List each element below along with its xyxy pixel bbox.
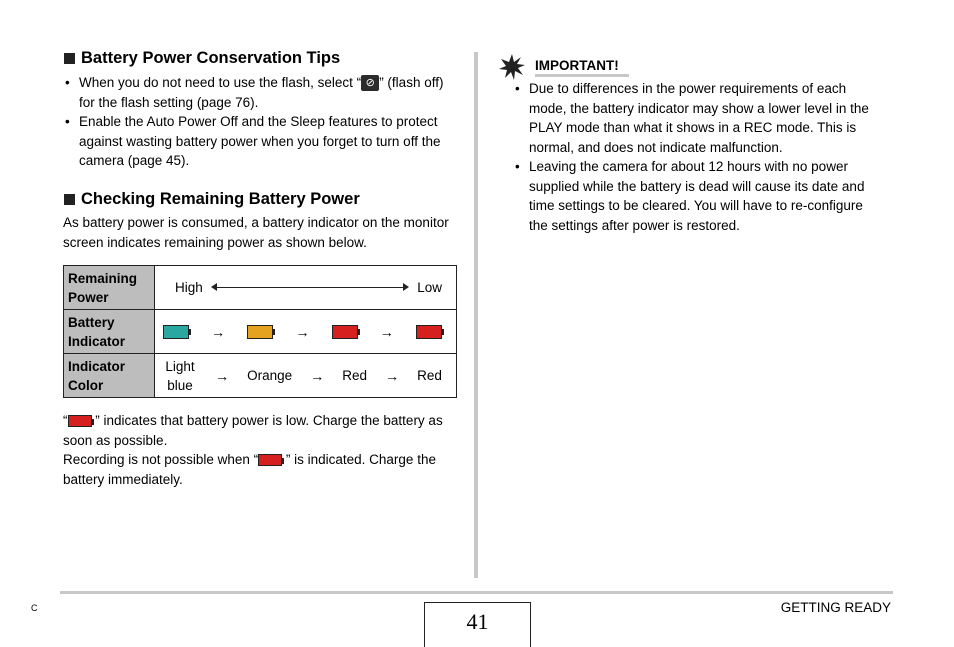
column-divider bbox=[474, 52, 478, 578]
note-text: ” indicates that battery power is low. Charge the battery as soon as possible. bbox=[63, 413, 443, 448]
tips-list bbox=[63, 73, 457, 171]
tip-text-pre: When you do not need to use the flash, select “ bbox=[79, 75, 362, 90]
tips-heading bbox=[64, 49, 340, 68]
indicator-color-row bbox=[155, 354, 457, 398]
starburst-icon bbox=[499, 54, 525, 80]
arrow-icon: → bbox=[295, 323, 310, 340]
battery-indicator-header: Battery Indicator bbox=[64, 310, 155, 354]
battery-one-third-icon bbox=[332, 325, 358, 339]
battery-table bbox=[63, 265, 457, 398]
checking-paragraph: As battery power is consumed, a battery indicator on the monitor screen indicates remaining power as shown below. bbox=[63, 215, 449, 250]
flash-off-icon: ⊘ bbox=[361, 75, 379, 91]
tip-item: • Enable the Auto Power Off and the Sleep features to protect against wasting battery power when you forget to turn off the camera (page 45). bbox=[63, 112, 457, 171]
arrow-icon: → bbox=[385, 367, 400, 384]
tip-text-post: ” (flash off) for the flash setting (page 76). bbox=[79, 75, 444, 110]
important-header bbox=[499, 54, 629, 80]
tip-item bbox=[63, 73, 457, 112]
low-label: Low bbox=[417, 280, 442, 295]
indicator-color-header: Indicator Color bbox=[64, 354, 155, 398]
heading-square-icon bbox=[64, 194, 75, 205]
note-text-post: ” is indicated. Charge the battery immediately. bbox=[63, 452, 436, 487]
battery-indicator-row bbox=[155, 310, 457, 354]
battery-two-thirds-icon bbox=[247, 325, 273, 339]
low-battery-note bbox=[63, 411, 457, 450]
range-arrow bbox=[213, 287, 407, 288]
high-label: High bbox=[175, 280, 203, 295]
color-light-blue: Light blue bbox=[165, 358, 195, 393]
section-title: GETTING READY bbox=[780, 600, 891, 615]
important-item: • Leaving the camera for about 12 hours with no power supplied while the battery is dead will cause its date and time settings to be cleared. You will have to re-configure the settings after power is restored. bbox=[513, 157, 883, 235]
arrow-icon: → bbox=[211, 323, 226, 340]
checking-heading bbox=[64, 190, 360, 209]
checking-heading-text: Checking Remaining Battery Power bbox=[81, 190, 360, 208]
note-quote-open: “ bbox=[63, 413, 68, 428]
tips-heading-text: Battery Power Conservation Tips bbox=[81, 49, 341, 67]
battery-low-icon bbox=[68, 415, 92, 427]
battery-empty-icon bbox=[416, 325, 442, 339]
footer-rule bbox=[60, 591, 893, 594]
footer-letter: C bbox=[31, 603, 38, 613]
heading-square-icon bbox=[64, 53, 75, 64]
remaining-power-header: Remaining Power bbox=[64, 266, 155, 310]
battery-empty-icon bbox=[258, 454, 282, 466]
arrow-icon: → bbox=[215, 367, 230, 384]
battery-full-icon bbox=[163, 325, 189, 339]
arrow-icon: → bbox=[379, 323, 394, 340]
remaining-power-row bbox=[155, 266, 457, 310]
page-number: 41 bbox=[424, 602, 531, 647]
color-red: Red bbox=[342, 368, 368, 383]
important-list bbox=[513, 79, 883, 235]
color-orange: Orange bbox=[247, 368, 293, 383]
note-text-pre: Recording is not possible when “ bbox=[63, 452, 259, 467]
important-item: • Due to differences in the power requirements of each mode, the battery indicator may show a lower level in the PLAY mode than what it shows in a REC mode. This is normal, and does not indicate malfunction. bbox=[513, 79, 883, 157]
empty-battery-note bbox=[63, 450, 457, 489]
arrow-icon: → bbox=[310, 367, 325, 384]
important-label: IMPORTANT! bbox=[535, 58, 629, 77]
color-red: Red bbox=[417, 368, 442, 383]
